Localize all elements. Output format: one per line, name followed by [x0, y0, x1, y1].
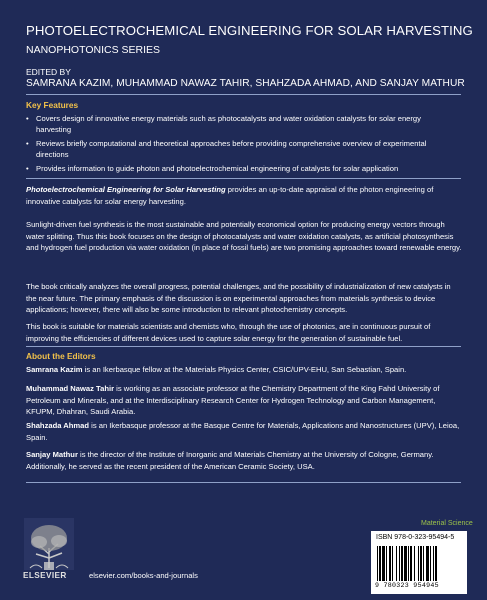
publisher-name: ELSEVIER: [23, 571, 67, 580]
description-paragraph: This book is suitable for materials scientists and chemists who, through the use of photonics, are in continuous pursuit of improving the efficiencies of different devices used to capture solar energy for the generation of sustainable fuel.: [26, 322, 431, 343]
editor-bio: Muhammad Nawaz Tahir is working as an associate professor at the Chemistry Department of the King Fahd University of Petroleum and Minerals, and at the Interdisciplinary Research Center for Hydrogen Technology and Carbon Management, KFUPM, Dhahran, Saudi Arabia.: [26, 384, 440, 417]
barcode-bar: [399, 546, 400, 581]
editor-bio: Sanjay Mathur is the director of the Institute of Inorganic and Materials Chemistry at the University of Cologne, Germany. Additionally, he served as the recent president of the American Ceramic Society, USA.: [26, 450, 434, 471]
description-paragraph: Sunlight-driven fuel synthesis is the most sustainable and potentially economical option for producing energy vectors through water splitting. Thus this book focuses on the design of photocatalysts and water oxidation catalysts, as artificial photosynthesis and hydrogen fuel production via water oxidation (in place of fossil fuels) are two promising approaches toward renewable energy.: [26, 220, 462, 253]
series-name: NANOPHOTONICS SERIES: [26, 44, 160, 56]
bullet-icon: •: [26, 164, 29, 173]
barcode-bar: [408, 546, 409, 581]
editors-list: SAMRANA KAZIM, MUHAMMAD NAWAZ TAHIR, SHAHZADA AHMAD, AND SANJAY MATHUR: [26, 78, 465, 89]
barcode-bar: [377, 546, 378, 581]
editor-bio: Shahzada Ahmad is an Ikerbasque professor at the Basque Centre for Materials, Applications and Nanostructures (UPV), Leioa, Spain.: [26, 421, 460, 442]
book-title: PHOTOELECTROCHEMICAL ENGINEERING FOR SOLAR HARVESTING: [26, 23, 473, 38]
divider-editors: [26, 346, 461, 347]
barcode-bar: [410, 546, 412, 581]
barcode-bar: [379, 546, 381, 581]
editor-name: Muhammad Nawaz Tahir: [26, 384, 115, 393]
barcode: [371, 531, 467, 594]
description-lead: [26, 184, 462, 207]
barcode-bar: [414, 546, 415, 581]
feature-item-1: • Covers design of innovative energy materials such as photocatalysts and water oxidation catalysts for solar energy harvesting: [26, 114, 421, 134]
barcode-bar: [423, 546, 424, 581]
feature-item-3: • Provides information to guide photon and photoelectrochemical engineering of catalysts for solar application: [26, 164, 399, 173]
barcode-bar: [433, 546, 434, 581]
divider-features: [26, 178, 461, 179]
barcode-bar: [401, 546, 403, 581]
publisher-url[interactable]: elsevier.com/books-and-journals: [89, 571, 198, 580]
description-paragraph: The book critically analyzes the overall progress, potential challenges, and the possibility of industrialization of new catalysts in the near future. The primary emphasis of the discussion is on experimental approaches from materials synthesis to device applications; however, there will also be some introduction to relevant photochemistry concepts.: [26, 282, 451, 315]
barcode-bar: [435, 546, 437, 581]
lead-book-title: Photoelectrochemical Engineering for Solar Harvesting: [26, 185, 226, 194]
category-label: Material Science: [421, 520, 473, 527]
barcode-bar: [426, 546, 429, 581]
about-editors-heading: About the Editors: [26, 351, 96, 361]
barcode-bars: [377, 546, 461, 581]
divider-top: [26, 94, 461, 95]
barcode-bar: [418, 546, 419, 581]
barcode-bar: [430, 546, 431, 581]
key-features-heading: Key Features: [26, 100, 79, 110]
editor-bio: Samrana Kazim is an Ikerbasque fellow at the Materials Physics Center, CSIC/UPV-EHU, San Sebastian, Spain.: [26, 365, 407, 374]
barcode-bar: [382, 546, 385, 581]
lead-text: provides an up-to-date appraisal of the photon engineering of innovative catalysts for solar energy harvesting.: [26, 185, 434, 206]
barcode-bar: [396, 546, 397, 581]
edited-by-label: EDITED BY: [26, 67, 71, 77]
editor-name: Sanjay Mathur: [26, 450, 78, 459]
feature-item-2: • Reviews briefly computational and theoretical approaches before providing comprehensive overview of experimental directions: [26, 139, 427, 159]
barcode-bar: [404, 546, 407, 581]
barcode-bar: [389, 546, 391, 581]
editor-name: Samrana Kazim: [26, 365, 83, 374]
divider-bottom: [26, 482, 461, 483]
bullet-icon: •: [26, 114, 29, 123]
isbn-text: ISBN 978-0-323-95494-5: [376, 534, 455, 541]
barcode-bar: [386, 546, 387, 581]
barcode-bar: [392, 546, 393, 581]
editor-name: Shahzada Ahmad: [26, 421, 90, 430]
barcode-bar: [420, 546, 422, 581]
barcode-digits: 9 780323 954945: [375, 582, 439, 589]
bullet-icon: •: [26, 139, 29, 148]
